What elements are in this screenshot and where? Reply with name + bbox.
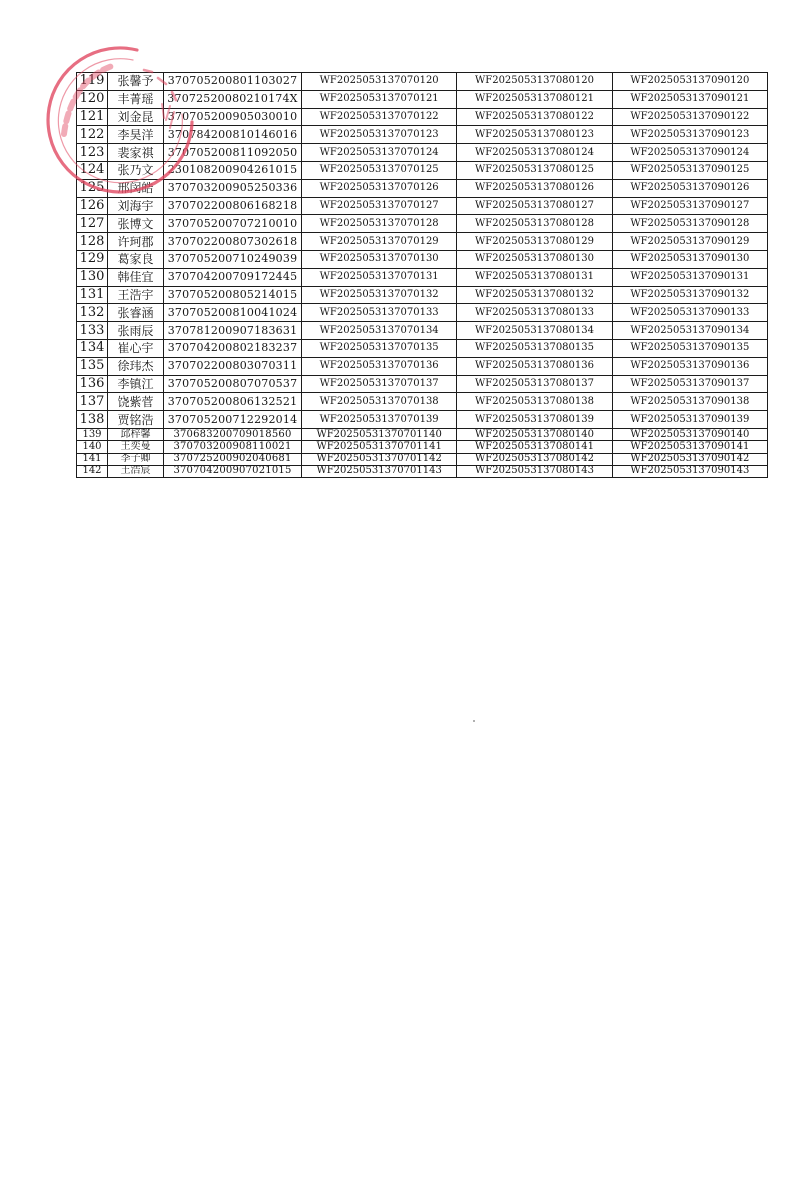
- id-number-cell: 37072520080210174X: [164, 90, 302, 108]
- row-number-cell: 122: [77, 126, 108, 144]
- table-row: [77, 179, 768, 197]
- id-number-cell: 370703200908110021: [164, 441, 302, 453]
- table-row: [77, 126, 768, 144]
- id-number-cell: 370705200710249039: [164, 250, 302, 268]
- code-1-cell: WF2025053137070128: [302, 215, 457, 233]
- code-3-cell: WF2025053137090135: [612, 339, 767, 357]
- table-row: [77, 286, 768, 304]
- code-2-cell: WF2025053137080120: [457, 73, 612, 91]
- table-row: [77, 215, 768, 233]
- student-name-cell: 刘海宇: [108, 197, 164, 215]
- id-number-cell: 370705200712292014: [164, 411, 302, 429]
- row-number-cell: 127: [77, 215, 108, 233]
- id-number-cell: 370725200902040681: [164, 453, 302, 465]
- table-row: [77, 441, 768, 453]
- code-1-cell: WF2025053137070136: [302, 357, 457, 375]
- code-2-cell: WF2025053137080128: [457, 215, 612, 233]
- code-3-cell: WF2025053137090131: [612, 268, 767, 286]
- id-number-cell: 370704200907021015: [164, 465, 302, 477]
- row-number-cell: 133: [77, 322, 108, 340]
- code-1-cell: WF2025053137070137: [302, 375, 457, 393]
- id-number-cell: 370705200805214015: [164, 286, 302, 304]
- student-name-cell: 徐玮杰: [108, 357, 164, 375]
- code-1-cell: WF2025053137070139: [302, 411, 457, 429]
- code-1-cell: WF20250531370701142: [302, 453, 457, 465]
- code-3-cell: WF2025053137090124: [612, 144, 767, 162]
- id-number-cell: 370703200905250336: [164, 179, 302, 197]
- code-1-cell: WF2025053137070131: [302, 268, 457, 286]
- code-2-cell: WF2025053137080123: [457, 126, 612, 144]
- id-number-cell: 370705200905030010: [164, 108, 302, 126]
- code-1-cell: WF2025053137070134: [302, 322, 457, 340]
- table-row: [77, 304, 768, 322]
- code-2-cell: WF2025053137080129: [457, 233, 612, 251]
- id-number-cell: 370702200807302618: [164, 233, 302, 251]
- row-number-cell: 142: [77, 465, 108, 477]
- code-2-cell: WF2025053137080140: [457, 428, 612, 440]
- code-1-cell: WF2025053137070138: [302, 393, 457, 411]
- id-number-cell: 370784200810146016: [164, 126, 302, 144]
- student-name-cell: 王浩宸: [108, 465, 164, 477]
- student-name-cell: 贾铭浩: [108, 411, 164, 429]
- row-number-cell: 141: [77, 453, 108, 465]
- code-3-cell: WF2025053137090136: [612, 357, 767, 375]
- code-2-cell: WF2025053137080122: [457, 108, 612, 126]
- table-row: [77, 453, 768, 465]
- code-2-cell: WF2025053137080125: [457, 161, 612, 179]
- table-row: [77, 90, 768, 108]
- code-3-cell: WF2025053137090130: [612, 250, 767, 268]
- id-number-cell: 370704200709172445: [164, 268, 302, 286]
- row-number-cell: 120: [77, 90, 108, 108]
- code-3-cell: WF2025053137090122: [612, 108, 767, 126]
- code-1-cell: WF2025053137070127: [302, 197, 457, 215]
- code-3-cell: WF2025053137090126: [612, 179, 767, 197]
- table-row: [77, 108, 768, 126]
- code-3-cell: WF2025053137090125: [612, 161, 767, 179]
- row-number-cell: 119: [77, 73, 108, 91]
- code-2-cell: WF2025053137080130: [457, 250, 612, 268]
- code-3-cell: WF2025053137090120: [612, 73, 767, 91]
- table-row: [77, 250, 768, 268]
- code-3-cell: WF2025053137090143: [612, 465, 767, 477]
- table-row: [77, 268, 768, 286]
- student-name-cell: 张雨辰: [108, 322, 164, 340]
- id-number-cell: 370705200811092050: [164, 144, 302, 162]
- code-3-cell: WF2025053137090138: [612, 393, 767, 411]
- code-2-cell: WF2025053137080141: [457, 441, 612, 453]
- code-2-cell: WF2025053137080135: [457, 339, 612, 357]
- registration-table: [76, 72, 768, 478]
- code-1-cell: WF2025053137070122: [302, 108, 457, 126]
- student-name-cell: 裴家祺: [108, 144, 164, 162]
- row-number-cell: 128: [77, 233, 108, 251]
- student-name-cell: 张馨予: [108, 73, 164, 91]
- student-name-cell: 饶紫菅: [108, 393, 164, 411]
- row-number-cell: 129: [77, 250, 108, 268]
- code-1-cell: WF2025053137070125: [302, 161, 457, 179]
- row-number-cell: 134: [77, 339, 108, 357]
- student-name-cell: 李镇江: [108, 375, 164, 393]
- code-1-cell: WF2025053137070123: [302, 126, 457, 144]
- student-name-cell: 韩佳宜: [108, 268, 164, 286]
- code-2-cell: WF2025053137080131: [457, 268, 612, 286]
- code-2-cell: WF2025053137080127: [457, 197, 612, 215]
- id-number-cell: 370705200807070537: [164, 375, 302, 393]
- row-number-cell: 137: [77, 393, 108, 411]
- code-1-cell: WF2025053137070130: [302, 250, 457, 268]
- table-row: [77, 375, 768, 393]
- code-3-cell: WF2025053137090141: [612, 441, 767, 453]
- code-3-cell: WF2025053137090127: [612, 197, 767, 215]
- code-1-cell: WF20250531370701141: [302, 441, 457, 453]
- student-name-cell: 许珂郡: [108, 233, 164, 251]
- table-row: [77, 233, 768, 251]
- code-2-cell: WF2025053137080132: [457, 286, 612, 304]
- code-2-cell: WF2025053137080143: [457, 465, 612, 477]
- code-1-cell: WF2025053137070132: [302, 286, 457, 304]
- table-row: [77, 357, 768, 375]
- code-3-cell: WF2025053137090133: [612, 304, 767, 322]
- id-number-cell: 370705200810041024: [164, 304, 302, 322]
- table-row: [77, 428, 768, 440]
- code-3-cell: WF2025053137090140: [612, 428, 767, 440]
- student-name-cell: 崔心宇: [108, 339, 164, 357]
- code-2-cell: WF2025053137080137: [457, 375, 612, 393]
- code-2-cell: WF2025053137080138: [457, 393, 612, 411]
- id-number-cell: 370705200801103027: [164, 73, 302, 91]
- id-number-cell: 370704200802183237: [164, 339, 302, 357]
- code-3-cell: WF2025053137090142: [612, 453, 767, 465]
- student-name-cell: 张乃文: [108, 161, 164, 179]
- code-2-cell: WF2025053137080124: [457, 144, 612, 162]
- scan-speck: [473, 720, 475, 722]
- code-2-cell: WF2025053137080133: [457, 304, 612, 322]
- table-row: [77, 197, 768, 215]
- id-number-cell: 370702200806168218: [164, 197, 302, 215]
- id-number-cell: 370781200907183631: [164, 322, 302, 340]
- student-name-cell: 张博文: [108, 215, 164, 233]
- code-2-cell: WF2025053137080136: [457, 357, 612, 375]
- row-number-cell: 140: [77, 441, 108, 453]
- student-name-cell: 邢闵皓: [108, 179, 164, 197]
- row-number-cell: 125: [77, 179, 108, 197]
- code-3-cell: WF2025053137090137: [612, 375, 767, 393]
- student-name-cell: 李子卿: [108, 453, 164, 465]
- row-number-cell: 126: [77, 197, 108, 215]
- code-1-cell: WF2025053137070133: [302, 304, 457, 322]
- student-name-cell: 刘金昆: [108, 108, 164, 126]
- code-3-cell: WF2025053137090123: [612, 126, 767, 144]
- table-row: [77, 144, 768, 162]
- table-row: [77, 322, 768, 340]
- code-1-cell: WF2025053137070120: [302, 73, 457, 91]
- row-number-cell: 124: [77, 161, 108, 179]
- code-2-cell: WF2025053137080134: [457, 322, 612, 340]
- table-row: [77, 393, 768, 411]
- code-1-cell: WF20250531370701143: [302, 465, 457, 477]
- code-1-cell: WF2025053137070135: [302, 339, 457, 357]
- code-3-cell: WF2025053137090132: [612, 286, 767, 304]
- row-number-cell: 132: [77, 304, 108, 322]
- id-number-cell: 370683200709018560: [164, 428, 302, 440]
- row-number-cell: 130: [77, 268, 108, 286]
- code-2-cell: WF2025053137080126: [457, 179, 612, 197]
- student-name-cell: 葛家良: [108, 250, 164, 268]
- id-number-cell: 370705200707210010: [164, 215, 302, 233]
- table-row: [77, 339, 768, 357]
- id-number-cell: 370702200803070311: [164, 357, 302, 375]
- code-1-cell: WF2025053137070124: [302, 144, 457, 162]
- code-3-cell: WF2025053137090128: [612, 215, 767, 233]
- code-1-cell: WF2025053137070126: [302, 179, 457, 197]
- student-name-cell: 丰菁瑶: [108, 90, 164, 108]
- table-row: [77, 411, 768, 429]
- student-name-cell: 王奕曼: [108, 441, 164, 453]
- student-name-cell: 王浩宇: [108, 286, 164, 304]
- table-row: [77, 73, 768, 91]
- student-name-cell: 李昊洋: [108, 126, 164, 144]
- table-body: [77, 73, 768, 478]
- code-3-cell: WF2025053137090139: [612, 411, 767, 429]
- code-1-cell: WF2025053137070121: [302, 90, 457, 108]
- table-row: [77, 161, 768, 179]
- code-3-cell: WF2025053137090134: [612, 322, 767, 340]
- row-number-cell: 135: [77, 357, 108, 375]
- row-number-cell: 139: [77, 428, 108, 440]
- row-number-cell: 123: [77, 144, 108, 162]
- student-name-cell: 张睿涵: [108, 304, 164, 322]
- code-3-cell: WF2025053137090129: [612, 233, 767, 251]
- table-row: [77, 465, 768, 477]
- code-1-cell: WF20250531370701140: [302, 428, 457, 440]
- code-2-cell: WF2025053137080139: [457, 411, 612, 429]
- id-number-cell: 370705200806132521: [164, 393, 302, 411]
- code-2-cell: WF2025053137080142: [457, 453, 612, 465]
- code-1-cell: WF2025053137070129: [302, 233, 457, 251]
- code-3-cell: WF2025053137090121: [612, 90, 767, 108]
- student-name-cell: 邱梓馨: [108, 428, 164, 440]
- code-2-cell: WF2025053137080121: [457, 90, 612, 108]
- row-number-cell: 136: [77, 375, 108, 393]
- row-number-cell: 131: [77, 286, 108, 304]
- row-number-cell: 138: [77, 411, 108, 429]
- row-number-cell: 121: [77, 108, 108, 126]
- id-number-cell: 230108200904261015: [164, 161, 302, 179]
